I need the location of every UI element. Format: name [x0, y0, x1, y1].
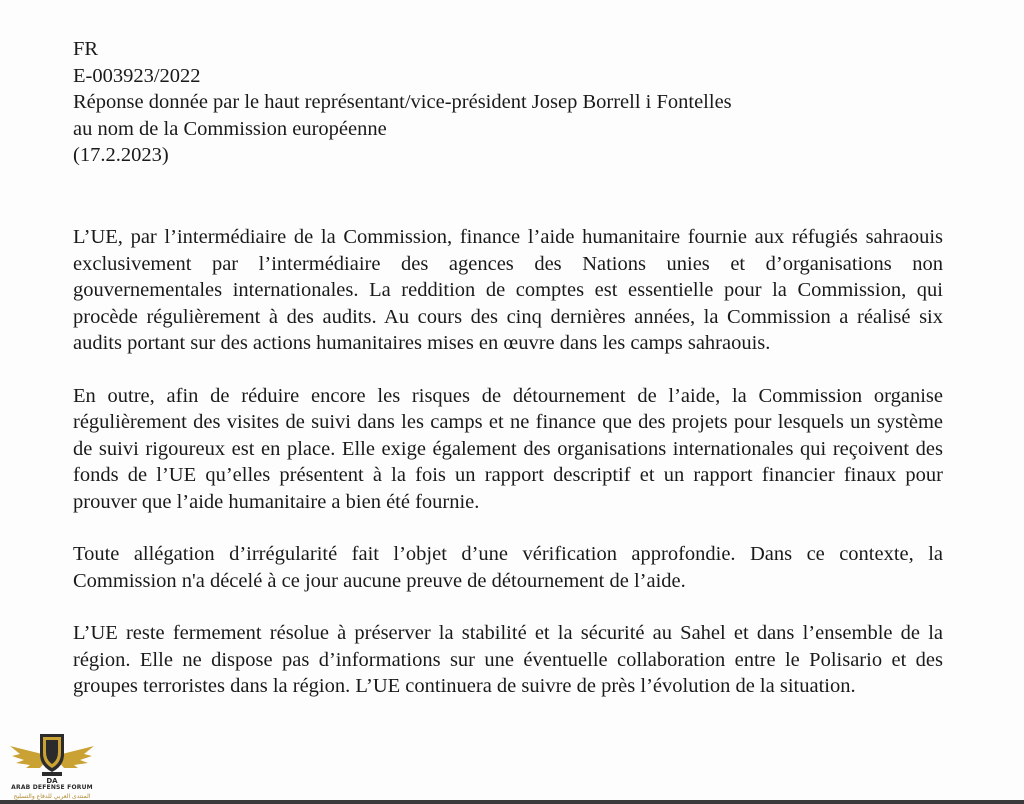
document-header — [73, 36, 732, 169]
paragraph-3: Toute allégation d’irrégularité fait l’objet d’une vérification approfondie. Dans ce contexte, la Commission n'a décelé à ce jour aucune preuve de détournement de l’aide. — [73, 543, 943, 592]
language-code: FR — [73, 38, 99, 60]
watermark-initials: DA — [46, 777, 58, 785]
paragraph-2: En outre, afin de réduire encore les risques de détournement de l’aide, la Commission organise régulièrement des visites de suivi dans les camps et ne finance que des projets pour lesquels un système de suivi rigoureux est en place. Elle exige également des organisations internationales qui reçoivent des fonds de l’UE qu’elles présentent à la fois un rapport descriptif et un rapport financier finaux pour prouver que l’aide humanitaire a bien été fournie. — [73, 384, 943, 513]
bottom-edge-bar — [0, 800, 1024, 804]
question-reference: E-003923/2022 — [73, 64, 201, 87]
watermark-arabic: المنتدى العربي للدفاع والتسليح — [13, 793, 91, 800]
winged-emblem-icon — [6, 726, 98, 786]
paragraph-1: L’UE, par l’intermédiaire de la Commission, finance l’aide humanitaire fournie aux réfugiés sahraouis exclusivement par l’intermédiaire des agences des Nations unies et d’organisations non gouvernementales internationales. La reddition de comptes est essentielle pour la Commission, qui procède régulièrement à des audits. Au cours des cinq dernières années, la Commission a réalisé six audits portant sur des actions humanitaires mises en œuvre dans les camps sahraouis. — [73, 226, 943, 354]
paragraph-4: L’UE reste fermement résolue à préserver la stabilité et la sécurité au Sahel et dans l’ensemble de la région. Elle ne dispose pas d’informations sur une éventuelle collaboration entre le Polisario et des groupes terroristes dans la région. L’UE continuera de suivre de près l’évolution de la situation. — [73, 622, 943, 697]
answer-institution-line: au nom de la Commission européenne — [73, 117, 387, 140]
document-body — [73, 224, 943, 726]
answer-date: (17.2.2023) — [73, 144, 169, 166]
forum-watermark — [6, 726, 98, 804]
answer-author-line: Réponse donnée par le haut représentant/vice-président Josep Borrell i Fontelles — [73, 91, 732, 113]
watermark-name: ARAB DEFENSE FORUM — [11, 784, 93, 791]
